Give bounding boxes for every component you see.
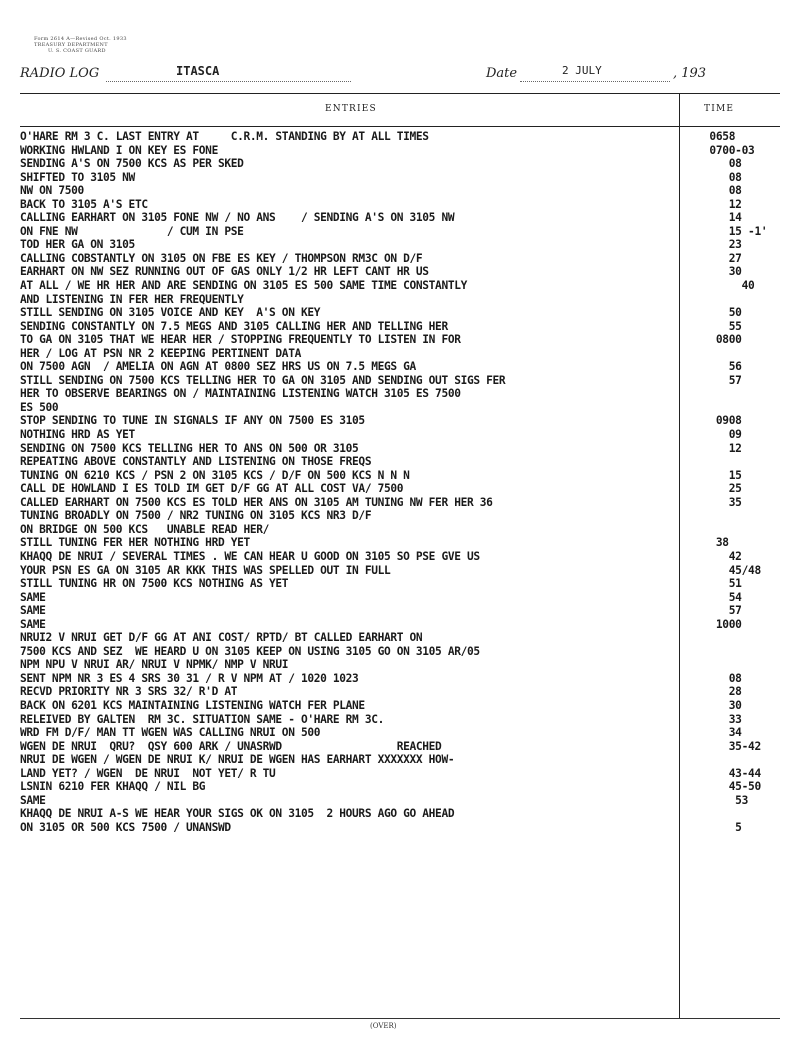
log-row [20, 428, 800, 442]
log-row [20, 564, 800, 578]
log-entry-time: 5 [703, 820, 742, 834]
log-row [20, 699, 800, 713]
log-row [20, 482, 800, 496]
log-entry-text: WRD FM D/F/ MAN TT WGEN WAS CALLING NRUI ON 500 [20, 726, 321, 740]
log-row [20, 279, 800, 293]
log-entry-text: KHAQQ DE NRUI / SEVERAL TIMES . WE CAN HEAR U GOOD ON 3105 SO PSE GVE US [20, 549, 480, 563]
log-row [20, 780, 800, 794]
log-entry-text: CALLED EARHART ON 7500 KCS ES TOLD HER ANS ON 3105 AM TUNING NW FER HER 36 [20, 495, 493, 509]
log-row [20, 821, 800, 835]
log-entry-text: HER TO OBSERVE BEARINGS ON / MAINTAINING LISTENING WATCH 3105 ES 7500 [20, 387, 461, 401]
log-row [20, 265, 800, 279]
vessel-name: ITASCA [176, 64, 220, 78]
log-entry-time: 40 [703, 279, 755, 293]
log-row [20, 130, 800, 144]
log-row [20, 374, 800, 388]
log-entry-time: 35 [703, 495, 742, 509]
date-label: Date [486, 66, 518, 81]
log-entry-text: NRUI2 V NRUI GET D/F GG AT ANI COST/ RPTD/ BT CALLED EARHART ON [20, 631, 423, 645]
log-entry-text: BACK TO 3105 A'S ETC [20, 197, 148, 211]
log-entry-text: STILL TUNING HR ON 7500 KCS NOTHING AS YET [20, 577, 289, 591]
log-entry-time: 34 [703, 726, 742, 740]
log-entries [20, 130, 800, 834]
log-entry-time: 42 [703, 549, 742, 563]
log-entry-text: SENT NPM NR 3 ES 4 SRS 30 31 / R V NPM AT / 1020 1023 [20, 671, 359, 685]
log-row [20, 726, 800, 740]
bottom-rule [20, 1018, 780, 1019]
log-entry-text: SENDING ON 7500 KCS TELLING HER TO ANS ON 500 OR 3105 [20, 441, 359, 455]
log-entry-text: BACK ON 6201 KCS MAINTAINING LISTENING WATCH FER PLANE [20, 698, 365, 712]
radio-log-label: RADIO LOG [20, 66, 100, 81]
log-row [20, 320, 800, 334]
log-entry-text: YOUR PSN ES GA ON 3105 AR KKK THIS WAS SPELLED OUT IN FULL [20, 563, 391, 577]
log-row [20, 387, 800, 401]
log-entry-time: 53 [703, 793, 749, 807]
log-entry-text: HER / LOG AT PSN NR 2 KEEPING PERTINENT DATA [20, 346, 301, 360]
log-row [20, 469, 800, 483]
log-entry-text: RELEIVED BY GALTEN RM 3C. SITUATION SAME - O'HARE RM 3C. [20, 712, 384, 726]
log-row [20, 144, 800, 158]
log-entry-text: AT ALL / WE HR HER AND ARE SENDING ON 3105 ES 500 SAME TIME CONSTANTLY [20, 279, 467, 293]
log-row [20, 360, 800, 374]
log-row [20, 591, 800, 605]
log-entry-text: RECVD PRIORITY NR 3 SRS 32/ R'D AT [20, 685, 238, 699]
log-row [20, 767, 800, 781]
log-entry-time: 08 [703, 184, 742, 198]
log-entry-time: 45-50 [703, 780, 761, 794]
log-row [20, 753, 800, 767]
log-row [20, 618, 800, 632]
log-entry-time: 09 [703, 428, 742, 442]
log-entry-text: WORKING HWLAND I ON KEY ES FONE [20, 143, 218, 157]
log-entry-time: 56 [703, 360, 742, 374]
log-entry-time: 30 [703, 698, 742, 712]
log-row [20, 658, 800, 672]
log-row [20, 347, 800, 361]
log-entry-time: 12 [703, 197, 742, 211]
log-entry-time: 0700-03 [703, 143, 755, 157]
form-number: Form 2614 A—Revised Oct. 1933 [34, 36, 127, 42]
log-entry-text: NPM NPU V NRUI AR/ NRUI V NPMK/ NMP V NRUI [20, 658, 289, 672]
log-entry-text: AND LISTENING IN FER HER FREQUENTLY [20, 292, 244, 306]
log-row [20, 184, 800, 198]
log-entry-text: TUNING BROADLY ON 7500 / NR2 TUNING ON 3105 KCS NR3 D/F [20, 509, 372, 523]
log-entry-text: CALLING EARHART ON 3105 FONE NW / NO ANS / SENDING A'S ON 3105 NW [20, 211, 455, 225]
log-entry-text: SHIFTED TO 3105 NW [20, 170, 135, 184]
log-entry-time: 38 [703, 536, 729, 550]
entries-column-header: ENTRIES [325, 104, 377, 114]
department-name: TREASURY DEPARTMENT [34, 42, 108, 48]
log-entry-time: 1000 [703, 617, 742, 631]
log-entry-text: SAME [20, 604, 46, 618]
log-entry-text: NW ON 7500 [20, 184, 84, 198]
log-entry-time: 35-42 [703, 739, 761, 753]
log-row [20, 455, 800, 469]
log-entry-time: 51 [703, 577, 742, 591]
log-entry-time: 33 [703, 712, 742, 726]
log-entry-text: NOTHING HRD AS YET [20, 428, 135, 442]
log-row [20, 171, 800, 185]
log-entry-time: 15 [703, 468, 742, 482]
log-entry-time: 0658 [703, 130, 736, 143]
log-entry-time: 25 [703, 482, 742, 496]
log-row [20, 401, 800, 415]
log-row [20, 550, 800, 564]
log-entry-text: TO GA ON 3105 THAT WE HEAR HER / STOPPING FREQUENTLY TO LISTEN IN FOR [20, 333, 461, 347]
log-row [20, 807, 800, 821]
log-row [20, 604, 800, 618]
top-rule [20, 93, 780, 94]
log-row [20, 536, 800, 550]
log-entry-text: NRUI DE WGEN / WGEN DE NRUI K/ NRUI DE WGEN HAS EARHART XXXXXXX HOW- [20, 753, 455, 767]
log-entry-text: EARHART ON NW SEZ RUNNING OUT OF GAS ONLY 1/2 HR LEFT CANT HR US [20, 265, 429, 279]
log-entry-time: 55 [703, 319, 742, 333]
log-entry-time: 0800 [703, 333, 742, 347]
log-entry-time: 50 [703, 306, 742, 320]
log-entry-time: 08 [703, 170, 742, 184]
log-entry-text: KHAQQ DE NRUI A-S WE HEAR YOUR SIGS OK ON 3105 2 HOURS AGO GO AHEAD [20, 807, 455, 821]
log-row [20, 713, 800, 727]
log-entry-time: 08 [703, 157, 742, 171]
log-entry-time: 14 [703, 211, 742, 225]
log-entry-text: TUNING ON 6210 KCS / PSN 2 ON 3105 KCS / D/F ON 500 KCS N N N [20, 468, 410, 482]
log-row [20, 157, 800, 171]
log-entry-text: STOP SENDING TO TUNE IN SIGNALS IF ANY ON 7500 ES 3105 [20, 414, 365, 428]
log-entry-text: CALL DE HOWLAND I ES TOLD IM GET D/F GG AT ALL COST VA/ 7500 [20, 482, 404, 496]
log-entry-text: SENDING A'S ON 7500 KCS AS PER SKED [20, 157, 244, 171]
log-entry-text: LAND YET? / WGEN DE NRUI NOT YET/ R TU [20, 766, 276, 780]
log-entry-text: STILL TUNING FER HER NOTHING HRD YET [20, 536, 250, 550]
log-row [20, 252, 800, 266]
log-entry-text: LSNIN 6210 FER KHAQQ / NIL BG [20, 780, 206, 794]
log-row [20, 523, 800, 537]
log-row [20, 306, 800, 320]
log-entry-text: SAME [20, 793, 46, 807]
log-entry-text: STILL SENDING ON 3105 VOICE AND KEY A'S ON KEY [20, 306, 321, 320]
log-entry-text: CALLING COBSTANTLY ON 3105 ON FBE ES KEY / THOMPSON RM3C ON D/F [20, 251, 423, 265]
log-entry-text: SENDING CONSTANTLY ON 7.5 MEGS AND 3105 CALLING HER AND TELLING HER [20, 319, 448, 333]
log-entry-time: 28 [703, 685, 742, 699]
year-label: , 193 [673, 66, 707, 81]
log-entry-text: STILL SENDING ON 7500 KCS TELLING HER TO GA ON 3105 AND SENDING OUT SIGS FER [20, 373, 506, 387]
log-row [20, 211, 800, 225]
log-entry-text: SAME [20, 617, 46, 631]
log-entry-time: 30 [703, 265, 742, 279]
log-entry-time: 08 [703, 671, 742, 685]
log-entry-time: 57 [703, 373, 742, 387]
log-entry-text: TOD HER GA ON 3105 [20, 238, 135, 252]
log-entry-time: 54 [703, 590, 742, 604]
log-entry-time: 12 [703, 441, 742, 455]
log-entry-text: ES 500 [20, 400, 59, 414]
log-entry-text: REPEATING ABOVE CONSTANTLY AND LISTENING ON THOSE FREQS [20, 455, 372, 469]
log-row [20, 225, 800, 239]
log-entry-time: 23 [703, 238, 742, 252]
log-row [20, 414, 800, 428]
log-entry-text: ON BRIDGE ON 500 KCS UNABLE READ HER/ [20, 522, 270, 536]
log-entry-time: 15 -1' [703, 224, 768, 238]
log-row [20, 740, 800, 754]
log-entry-time: 57 [703, 604, 742, 618]
date-field-line [520, 81, 670, 82]
header-rule [20, 126, 780, 127]
log-row [20, 442, 800, 456]
log-row [20, 631, 800, 645]
log-entry-text: WGEN DE NRUI QRU? QSY 600 ARK / UNASRWD REACHED [20, 739, 442, 753]
log-entry-time: 43-44 [703, 766, 761, 780]
log-row [20, 672, 800, 686]
log-entry-time: 27 [703, 251, 742, 265]
date-value: 2 JULY [562, 64, 602, 77]
log-entry-text: SAME [20, 590, 46, 604]
log-row [20, 685, 800, 699]
log-entry-time: 45/48 [703, 563, 761, 577]
log-row [20, 496, 800, 510]
agency-name: U. S. COAST GUARD [48, 48, 106, 54]
log-row [20, 238, 800, 252]
vessel-field-line [106, 81, 351, 82]
log-entry-text: ON FNE NW / CUM IN PSE [20, 224, 244, 238]
log-row [20, 198, 800, 212]
log-entry-text: ON 3105 OR 500 KCS 7500 / UNANSWD [20, 820, 231, 834]
log-entry-time: 0908 [703, 414, 742, 428]
log-entry-text: ON 7500 AGN / AMELIA ON AGN AT 0800 SEZ HRS US ON 7.5 MEGS GA [20, 360, 416, 374]
log-row [20, 509, 800, 523]
time-column-header: TIME [704, 104, 735, 114]
log-row [20, 293, 800, 307]
log-row [20, 577, 800, 591]
log-row [20, 794, 800, 808]
over-note: (OVER) [370, 1022, 397, 1030]
log-entry-text: 7500 KCS AND SEZ WE HEARD U ON 3105 KEEP ON USING 3105 GO ON 3105 AR/05 [20, 644, 480, 658]
log-entry-text: O'HARE RM 3 C. LAST ENTRY AT C.R.M. STANDING BY AT ALL TIMES [20, 130, 429, 143]
log-row [20, 645, 800, 659]
log-row [20, 333, 800, 347]
